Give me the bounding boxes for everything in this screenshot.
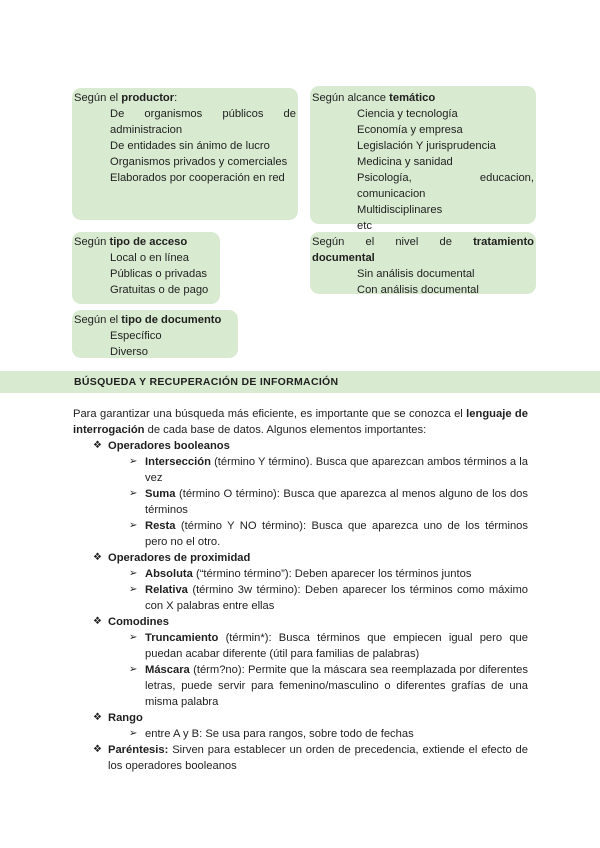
- list-item: Multidisciplinares: [357, 204, 443, 216]
- list-item: Públicas o privadas: [110, 268, 208, 280]
- list-item: Legislación Y jurisprudencia: [357, 140, 496, 152]
- section-title: BÚSQUEDA Y RECUPERACIÓN DE INFORMACIÓN: [74, 376, 339, 388]
- box-productor-heading: Según el productor:: [74, 92, 178, 104]
- list-item: ➢ Relativa (término 3w término): Deben aparecer los términos como máximo con X palabras entre ellas: [129, 584, 528, 612]
- box-tipo-acceso: [72, 232, 220, 304]
- list-item: Psicología, educacion, comunicacion: [357, 172, 534, 200]
- diamond-bullet-icon: ❖: [93, 744, 102, 755]
- diamond-bullet-icon: ❖: [93, 440, 102, 451]
- list-item: ➢ Máscara (térm?no): Permite que la máscara sea reemplazada por diferentes letras, puede servir para femenino/masculino o diferentes grafías de una misma palabra: [129, 664, 528, 708]
- list-item: ➢ Suma (término O término): Busca que aparezca al menos alguno de los dos términos: [129, 488, 528, 516]
- arrow-bullet-icon: ➢: [129, 488, 138, 499]
- arrow-bullet-icon: ➢: [129, 456, 138, 467]
- box-productor: [72, 88, 298, 220]
- list-item: ➢ Absoluta (“término término”): Deben aparecer los términos juntos: [129, 568, 472, 580]
- list-item: ➢ Intersección (término Y término). Busca que aparezcan ambos términos a la vez: [129, 456, 528, 484]
- box-documento-heading: Según el tipo de documento: [74, 314, 222, 326]
- list-item: Medicina y sanidad: [357, 156, 453, 168]
- diamond-bullet-icon: ❖: [93, 616, 102, 627]
- arrow-bullet-icon: ➢: [129, 632, 138, 643]
- list-item: Elaborados por cooperación en red: [110, 172, 285, 184]
- list-item: ➢ Resta (término Y NO término): Busca que aparezca uno de los términos pero no el otro.: [129, 520, 528, 548]
- list-item: Local o en línea: [110, 252, 189, 264]
- section-body: [73, 406, 528, 774]
- group-rango: ❖ Rango: [93, 712, 143, 724]
- group-comodines: ❖ Comodines: [93, 616, 169, 628]
- diamond-bullet-icon: ❖: [93, 552, 102, 563]
- arrow-bullet-icon: ➢: [129, 728, 138, 739]
- box-alcance-tematico: [310, 86, 536, 232]
- box-alcance-heading: Según alcance temático: [312, 92, 436, 104]
- list-item: Diverso: [110, 346, 148, 358]
- list-item: Organismos privados y comerciales: [110, 156, 288, 168]
- box-tipo-documento: [72, 310, 238, 358]
- group-operadores-proximidad: ❖ Operadores de proximidad: [93, 552, 251, 564]
- arrow-bullet-icon: ➢: [129, 520, 138, 531]
- list-item: De entidades sin ánimo de lucro: [110, 140, 270, 152]
- arrow-bullet-icon: ➢: [129, 664, 138, 675]
- intro-paragraph: Para garantizar una búsqueda más eficiente, es importante que se conozca el lenguaje de interrogación de cada base de datos. Algunos elementos importantes:: [73, 408, 528, 436]
- list-item: Sin análisis documental: [357, 268, 475, 280]
- list-item: Con análisis documental: [357, 284, 479, 296]
- box-acceso-heading: Según tipo de acceso: [74, 236, 188, 248]
- list-item: etc: [357, 220, 372, 232]
- list-item: Ciencia y tecnología: [357, 108, 458, 120]
- arrow-bullet-icon: ➢: [129, 568, 138, 579]
- list-item: ➢ Truncamiento (términ*): Busca términos que empiecen igual pero que puedan acabar diferente (útil para familias de palabras): [129, 632, 528, 660]
- list-item: Economía y empresa: [357, 124, 463, 136]
- list-item: Gratuitas o de pago: [110, 284, 209, 296]
- arrow-bullet-icon: ➢: [129, 584, 138, 595]
- list-item: ➢ entre A y B: Se usa para rangos, sobre todo de fechas: [129, 728, 414, 740]
- list-item: Específico: [110, 330, 162, 342]
- diamond-bullet-icon: ❖: [93, 712, 102, 723]
- group-operadores-booleanos: ❖ Operadores booleanos: [93, 440, 230, 452]
- list-item: De organismos públicos de administracion: [110, 108, 296, 136]
- group-parentesis: ❖ Paréntesis: Sirven para establecer un orden de precedencia, extiende el efecto de los operadores booleanos: [93, 744, 528, 772]
- box-tratamiento-documental: Según el nivel de tratamiento documental Sin análisis documental Con análisis documental: [310, 232, 536, 294]
- box-tratamiento-heading: Según el nivel de tratamiento: [312, 236, 534, 248]
